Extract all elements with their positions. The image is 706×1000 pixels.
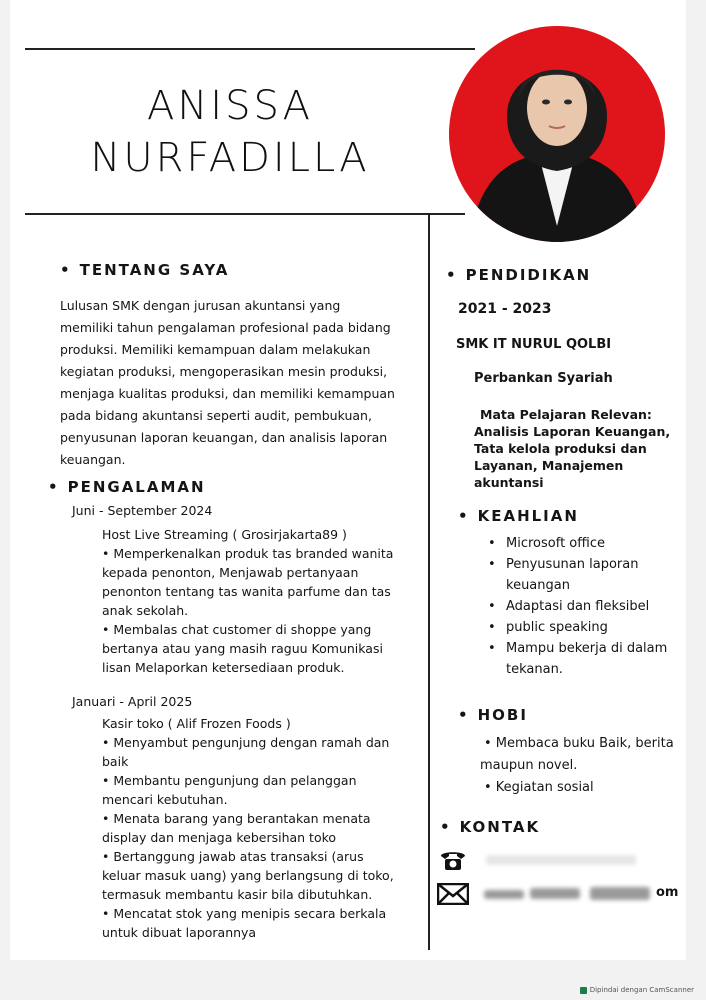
job-line: untuk dibuat laporannya — [102, 925, 257, 940]
bullet-icon — [60, 261, 80, 279]
redacted-email-part — [590, 887, 650, 900]
header-divider — [25, 213, 465, 215]
bullet-icon — [458, 507, 478, 525]
job-role: Host Live Streaming ( Grosirjakarta89 ) — [102, 527, 347, 542]
contact-title-text: KONTAK — [459, 818, 541, 836]
scanner-watermark — [580, 986, 694, 994]
skill-item: • public speaking — [488, 617, 683, 638]
job-line: anak sekolah. — [102, 603, 189, 618]
experience-title — [48, 478, 206, 496]
bullet-icon — [446, 266, 466, 284]
about-title-text: TENTANG SAYA — [79, 261, 230, 279]
job-line: termasuk membantu kasir bila dibutuhkan. — [102, 887, 373, 902]
column-divider — [428, 214, 430, 950]
about-line: penyusunan laporan keuangan, dan analisis laporan — [60, 430, 388, 445]
email-suffix: om — [656, 885, 679, 900]
name-first: ANISSA — [147, 83, 313, 129]
person-portrait — [449, 26, 665, 242]
job-line: baik — [102, 754, 129, 769]
experience-title-text: PENGALAMAN — [67, 478, 206, 496]
relevant-subjects — [474, 406, 679, 491]
major: Perbankan Syariah — [474, 371, 613, 386]
hobby-line: • Membaca buku Baik, berita — [484, 736, 674, 751]
subjects-line: Mata Pelajaran Relevan: — [480, 407, 652, 422]
education-years: 2021 - 2023 — [458, 301, 552, 317]
education-title — [446, 266, 591, 284]
skill-item: • Mampu bekerja di dalam tekanan. — [488, 638, 683, 680]
job-line: • Membantu pengunjung dan pelanggan — [102, 773, 357, 788]
hobbies-list — [480, 733, 685, 799]
contact-title — [440, 818, 540, 836]
top-divider — [25, 48, 475, 50]
about-line: keuangan. — [60, 452, 126, 467]
job-line: bertanya atau yang masih raguu Komunikasi — [102, 641, 383, 656]
about-paragraph — [60, 295, 420, 471]
job-line: display dan menjaga kebersihan toko — [102, 830, 337, 845]
about-line: produksi. Memiliki kemampuan dalam melakukan — [60, 342, 371, 357]
subjects-line: Layanan, Manajemen — [474, 458, 624, 473]
job-line: • Mencatat stok yang menipis secara berkala — [102, 906, 387, 921]
phone-icon — [439, 848, 467, 872]
education-title-text: PENDIDIKAN — [465, 266, 592, 284]
profile-photo — [449, 26, 665, 242]
job-line: • Memperkenalkan produk tas branded wanita — [102, 546, 394, 561]
job-period: Juni - September 2024 — [72, 503, 213, 518]
school-name: SMK IT NURUL QOLBI — [456, 337, 612, 352]
bullet-icon — [440, 818, 460, 836]
about-line: memiliki tahun pengalaman profesional pada bidang — [60, 320, 391, 335]
job-line: keluar masuk uang) yang berlangsung di toko, — [102, 868, 394, 883]
skills-list — [488, 533, 683, 680]
subjects-line: Analisis Laporan Keuangan, — [474, 424, 671, 439]
bullet-icon — [48, 478, 68, 496]
job-line: penonton tentang tas wanita parfume dan tas — [102, 584, 391, 599]
skill-item: • Microsoft office — [488, 533, 683, 554]
hobby-line: • Kegiatan sosial — [484, 780, 594, 795]
job-line: lisan Melaporkan ketersediaan produk. — [102, 660, 345, 675]
job-line: • Membalas chat customer di shoppe yang — [102, 622, 372, 637]
name-last: NURFADILLA — [90, 135, 370, 181]
job-role: Kasir toko ( Alif Frozen Foods ) — [102, 716, 291, 731]
job-line: • Bertanggung jawab atas transaksi (arus — [102, 849, 364, 864]
scanner-text: Dipindai dengan CamScanner — [589, 986, 694, 994]
job-period: Januari - April 2025 — [72, 694, 193, 709]
envelope-icon — [437, 883, 469, 905]
job-line: kepada penonton, Menjawab pertanyaan — [102, 565, 359, 580]
job-line: • Menata barang yang berantakan menata — [102, 811, 371, 826]
camscanner-logo-icon — [580, 987, 587, 994]
bullet-icon — [458, 706, 478, 724]
about-line: menjaga kualitas produksi, dan memiliki kemampuan — [60, 386, 395, 401]
hobbies-title-text: HOBI — [477, 706, 528, 724]
about-line: Lulusan SMK dengan jurusan akuntansi yang — [60, 298, 341, 313]
about-line: pada bidang akuntansi seperti audit, pembukuan, — [60, 408, 372, 423]
skills-title — [458, 507, 579, 525]
about-line: kegiatan produksi, mengoperasikan mesin produksi, — [60, 364, 388, 379]
about-title — [60, 261, 229, 279]
job-line: • Menyambut pengunjung dengan ramah dan — [102, 735, 390, 750]
skills-title-text: KEAHLIAN — [477, 507, 579, 525]
job-line: mencari kebutuhan. — [102, 792, 228, 807]
redacted-email-part — [530, 888, 580, 899]
redacted-email-part — [484, 890, 524, 899]
hobbies-title — [458, 706, 528, 724]
candidate-name — [75, 80, 385, 184]
subjects-line: Tata kelola produksi dan — [474, 441, 647, 456]
job-entry — [102, 525, 422, 677]
redacted-phone — [486, 855, 636, 865]
job-entry — [102, 714, 422, 942]
subjects-line: akuntansi — [474, 475, 544, 490]
skill-item: • Penyusunan laporan keuangan — [488, 554, 683, 596]
skill-item: • Adaptasi dan fleksibel — [488, 596, 683, 617]
hobby-line: maupun novel. — [480, 758, 578, 773]
